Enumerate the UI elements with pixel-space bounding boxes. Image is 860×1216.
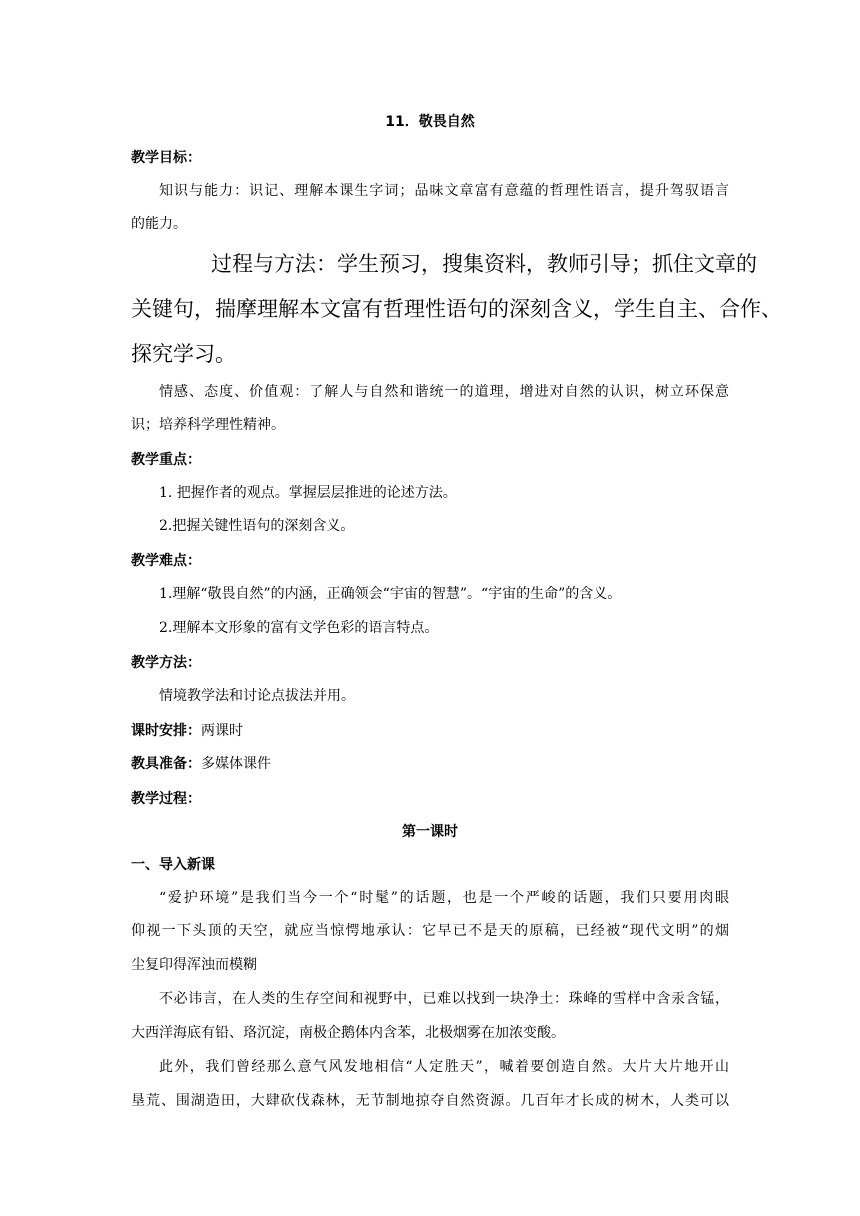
lesson-title: 第一课时 <box>402 824 458 840</box>
tools-row <box>131 754 271 774</box>
difficulties-heading: 教学难点： <box>131 553 201 569</box>
methods-heading: 教学方法： <box>131 655 201 671</box>
difficulty-item: 2.理解本文形象的富有文学色彩的语言特点。 <box>159 620 439 636</box>
schedule-value: 两课时 <box>201 723 243 739</box>
objective-emotion-line-1: 情感、态度、价值观：了解人与自然和谐统一的道理，增进对自然的认识，树立环保意 <box>159 384 729 400</box>
key-point-item: 2.把握关键性语句的深刻含义。 <box>159 518 355 534</box>
process-heading: 教学过程： <box>131 791 201 807</box>
paragraph-line: 大西洋海底有铅、珞沉淀，南极企鹅体内含苯，北极烟雾在加浓变酸。 <box>131 1025 565 1041</box>
paragraph-line: 尘复印得浑浊而模糊 <box>131 957 257 973</box>
paragraph-line: 垦荒、围湖造田，大肆砍伐森林，无节制地掠夺自然资源。几百年才长成的树木，人类可以 <box>131 1093 729 1109</box>
paragraph-line: 不必讳言，在人类的生存空间和视野中，已难以找到一块净土：珠峰的雪样中含汞含锰， <box>159 991 729 1007</box>
objective-process-line-1: 过程与方法：学生预习，搜集资料，教师引导；抓住文章的 <box>211 252 757 276</box>
difficulty-item: 1.理解“敬畏自然”的内涵，正确领会“宇宙的智慧”。“宇宙的生命”的含义。 <box>159 586 622 602</box>
schedule-row <box>131 721 243 741</box>
methods-text: 情境教学法和讨论点拔法并用。 <box>159 688 355 704</box>
objective-emotion-line-2: 识；培养科学理性精神。 <box>131 417 285 433</box>
section-title: 一、导入新课 <box>131 857 215 873</box>
paragraph-line: “爱护环境”是我们当今一个“时髦”的话题，也是一个严峻的话题，我们只要用肉眼 <box>159 890 729 906</box>
schedule-label: 课时安排： <box>131 723 201 739</box>
tools-label: 教具准备： <box>131 756 201 772</box>
objectives-heading: 教学目标： <box>131 150 201 166</box>
document-title: 11．敬畏自然 <box>385 114 475 130</box>
key-points-heading: 教学重点： <box>131 452 201 468</box>
objective-process-line-3: 探究学习。 <box>131 342 236 366</box>
objective-process-line-2: 关键句，揣摩理解本文富有哲理性语句的深刻含义，学生自主、合作、 <box>131 297 782 321</box>
key-point-item: 1. 把握作者的观点。掌握层层推进的论述方法。 <box>159 485 457 501</box>
objective-knowledge-line-1: 知识与能力：识记、理解本课生字词；品味文章富有意蕴的哲理性语言，提升驾驭语言 <box>159 183 729 199</box>
paragraph-line: 仰视一下头顶的天空，就应当惊愕地承认：它早已不是天的原稿，已经被“现代文明”的烟 <box>131 923 729 939</box>
objective-knowledge-line-2: 的能力。 <box>131 216 187 232</box>
tools-value: 多媒体课件 <box>201 756 271 772</box>
paragraph-line: 此外，我们曾经那么意气风发地相信“人定胜天”，喊着要创造自然。大片大片地开山 <box>159 1059 729 1075</box>
